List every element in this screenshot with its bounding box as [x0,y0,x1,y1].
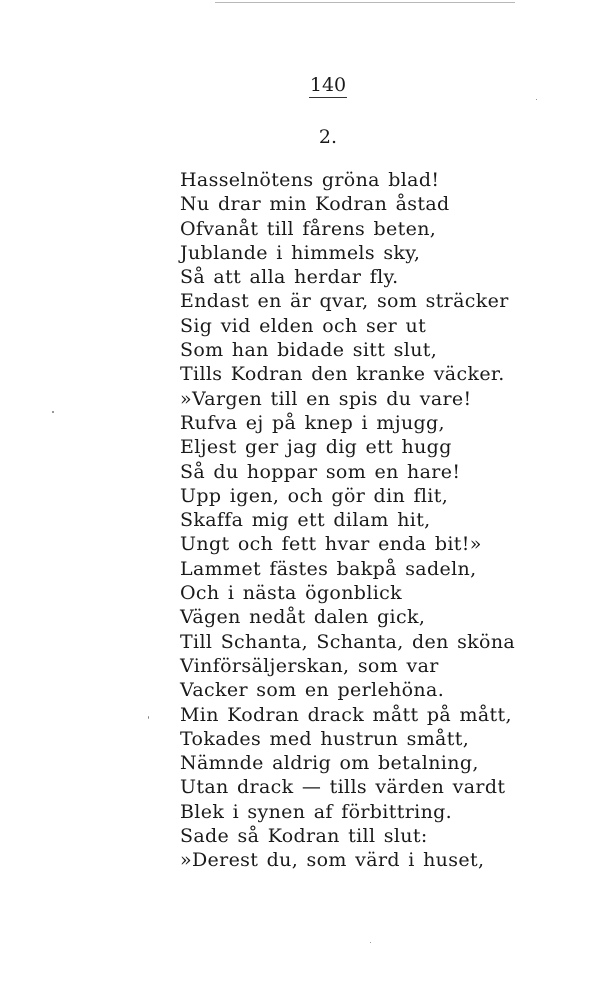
poem-line: Min Kodran drack mått på mått, [180,703,512,726]
paper-speck [536,99,537,100]
top-rule [215,2,515,3]
poem-line: Och i nästa ögonblick [180,582,403,605]
poem-line: Ungt och fett hvar enda bit!» [180,533,482,556]
poem-line: Endast en är qvar, som sträcker [180,290,509,313]
poem-line: Som han bidade sitt slut, [180,339,438,362]
poem-line: »Derest du, som värd i huset, [180,849,485,872]
paper-speck [148,716,149,719]
poem-line: Skaffa mig ett dilam hit, [180,509,431,532]
poem-line: Hasselnötens gröna blad! [180,169,440,191]
poem-line: Rufva ej på knep i mjugg, [180,411,445,434]
poem-line: Nu drar min Kodran åstad [180,193,450,216]
poem-line: Blek i synen af förbittring. [180,800,453,823]
poem-line: Upp igen, och gör din flit, [180,484,449,507]
poem-line: Till Schanta, Schanta, den sköna [180,630,516,653]
poem-line: Utan drack — tills värden vardt [180,776,506,799]
poem-line: Vacker som en perlehöna. [180,679,445,702]
poem-line: Vägen nedåt dalen gick, [180,606,426,629]
poem-line: Vinförsäljerskan, som var [180,654,439,677]
poem-line: Sig vid elden och ser ut [180,314,427,337]
poem [180,168,515,873]
page-number-underline [309,97,347,98]
poem-line: Jublande i himmels sky, [180,241,421,264]
poem-line: Ofvanåt till fårens beten, [180,217,437,240]
poem-line: Sade så Kodran till slut: [180,825,428,848]
poem-line: Så du hoppar som en hare! [180,460,461,483]
paper-speck [52,411,54,413]
page-number: 140 [309,74,347,96]
poem-line: Så att alla herdar fly. [180,266,399,289]
section-number: 2. [318,126,338,148]
poem-line: Tills Kodran den kranke väcker. [180,363,505,386]
poem-line: Tokades med hustrun smått, [180,727,470,750]
poem-line: »Vargen till en spis du vare! [180,387,472,410]
poem-line: Eljest ger jag dig ett hugg [180,436,452,459]
poem-line: Nämnde aldrig om betalning, [180,752,479,775]
poem-line: Lammet fästes bakpå sadeln, [180,557,477,580]
paper-speck [370,942,371,943]
